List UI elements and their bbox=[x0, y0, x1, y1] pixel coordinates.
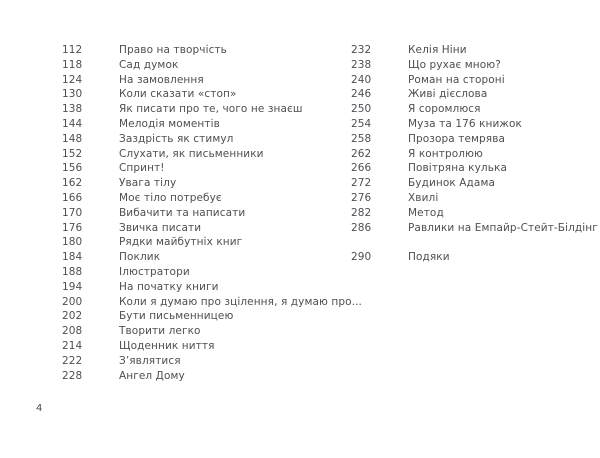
toc-entry bbox=[351, 117, 591, 132]
toc-entry-page-number: 254 bbox=[351, 117, 372, 130]
toc-entry bbox=[62, 324, 322, 339]
toc-entry-title: Заздрість як стимул bbox=[119, 132, 234, 145]
toc-entry-page-number: 238 bbox=[351, 58, 372, 71]
toc-entry-title: Коли я думаю про зцілення, я думаю про... bbox=[119, 295, 362, 308]
toc-entry-title: Що рухає мною? bbox=[408, 58, 501, 71]
toc-entry-page-number: 276 bbox=[351, 191, 372, 204]
toc-entry bbox=[62, 191, 322, 206]
toc-entry-page-number: 180 bbox=[62, 236, 83, 249]
toc-entry-page-number: 144 bbox=[62, 117, 83, 130]
toc-entry-title: Бути письменницею bbox=[119, 310, 234, 323]
toc-entry-title: Ілюстратори bbox=[119, 265, 190, 278]
toc-entry bbox=[351, 206, 591, 221]
toc-group bbox=[351, 43, 598, 235]
toc-entry-page-number: 266 bbox=[351, 162, 372, 175]
toc-entry bbox=[351, 250, 591, 265]
toc-entry bbox=[351, 58, 591, 73]
toc-entry bbox=[62, 235, 322, 250]
toc-entry bbox=[62, 58, 322, 73]
toc-entry-page-number: 124 bbox=[62, 73, 83, 86]
toc-entry-title: Будинок Адама bbox=[408, 177, 496, 190]
toc-entry bbox=[351, 43, 591, 58]
toc-entry bbox=[62, 354, 322, 369]
toc-entry-page-number: 170 bbox=[62, 206, 83, 219]
toc-column-right bbox=[351, 43, 598, 265]
toc-entry-title: Келія Ніни bbox=[408, 44, 467, 56]
toc-entry-title: На початку книги bbox=[119, 280, 219, 293]
toc-entry-page-number: 194 bbox=[62, 280, 83, 293]
toc-entry-page-number: 200 bbox=[62, 295, 83, 308]
toc-entry-title: Живі дієслова bbox=[408, 88, 488, 101]
page-number: 4 bbox=[36, 403, 43, 414]
toc-entry-title: На замовлення bbox=[119, 73, 204, 86]
toc-entry bbox=[62, 309, 322, 324]
toc-entry-page-number: 222 bbox=[62, 354, 83, 367]
toc-entry-title: Слухати, як письменники bbox=[119, 147, 264, 160]
toc-entry bbox=[62, 117, 322, 132]
toc-entry-page-number: 262 bbox=[351, 147, 372, 160]
toc-entry-page-number: 156 bbox=[62, 162, 83, 175]
toc-entry bbox=[62, 339, 322, 354]
toc-entry-title: Роман на стороні bbox=[408, 73, 505, 86]
toc-entry-title: Муза та 176 книжок bbox=[408, 117, 522, 130]
toc-entry bbox=[62, 221, 322, 236]
toc-entry-title: Поклик bbox=[119, 251, 161, 264]
toc-entry-title: Я соромлюся bbox=[408, 103, 481, 116]
toc-entry-page-number: 130 bbox=[62, 88, 83, 101]
toc-entry-title: Творити легко bbox=[119, 325, 201, 338]
toc-entry-page-number: 152 bbox=[62, 147, 83, 160]
toc-entry bbox=[351, 132, 591, 147]
toc-entry-page-number: 118 bbox=[62, 58, 83, 71]
toc-entry bbox=[62, 295, 362, 310]
toc-entry-page-number: 258 bbox=[351, 132, 372, 145]
toc-entry-page-number: 228 bbox=[62, 369, 83, 382]
toc-entry bbox=[62, 102, 322, 117]
toc-entry-page-number: 176 bbox=[62, 221, 83, 234]
toc-entry-page-number: 250 bbox=[351, 103, 372, 116]
toc-entry bbox=[62, 280, 322, 295]
toc-entry-title: Спринт! bbox=[119, 162, 165, 175]
toc-entry-page-number: 184 bbox=[62, 251, 83, 264]
toc-entry-title: Вибачити та написати bbox=[119, 206, 246, 219]
toc-entry-title: Мелодія моментів bbox=[119, 117, 220, 130]
toc-entry-title: Равлики на Емпайр-Стейт-Білдінг bbox=[408, 221, 598, 234]
toc-entry bbox=[351, 176, 591, 191]
toc-entry-page-number: 272 bbox=[351, 177, 372, 190]
toc-entry-title: Подяки bbox=[408, 251, 450, 264]
toc-group bbox=[351, 250, 591, 265]
toc-entry-title: Звичка писати bbox=[119, 221, 202, 234]
toc-entry-title: Право на творчість bbox=[119, 44, 227, 56]
toc-entry bbox=[62, 147, 322, 162]
toc-entry-title: Рядки майбутніх книг bbox=[119, 236, 243, 249]
toc-entry-page-number: 214 bbox=[62, 339, 83, 352]
toc-entry bbox=[62, 250, 322, 265]
toc-entry-page-number: 166 bbox=[62, 191, 83, 204]
toc-entry-title: Як писати про те, чого не знаєш bbox=[119, 103, 303, 116]
toc-entry-title: Моє тіло потребує bbox=[119, 191, 222, 204]
toc-entry-title: Прозора темрява bbox=[408, 132, 506, 145]
toc-entry-page-number: 232 bbox=[351, 44, 372, 56]
toc-entry-page-number: 202 bbox=[62, 310, 83, 323]
toc-entry-title: Ангел Дому bbox=[119, 369, 185, 382]
toc-entry bbox=[351, 221, 598, 236]
toc-entry-title: Метод bbox=[408, 206, 444, 219]
toc-entry-title: Сад думок bbox=[119, 58, 179, 71]
toc-entry-title: Хвилі bbox=[408, 191, 439, 204]
toc-entry bbox=[62, 87, 322, 102]
toc-entry-page-number: 246 bbox=[351, 88, 372, 101]
toc-entry bbox=[351, 147, 591, 162]
toc-entry-page-number: 138 bbox=[62, 103, 83, 116]
toc-entry bbox=[62, 176, 322, 191]
toc-entry-page-number: 148 bbox=[62, 132, 83, 145]
toc-entry-page-number: 162 bbox=[62, 177, 83, 190]
toc-entry bbox=[351, 102, 591, 117]
toc-entry bbox=[351, 73, 591, 88]
toc-entry-page-number: 286 bbox=[351, 221, 372, 234]
toc-entry-title: Я контролюю bbox=[408, 147, 483, 160]
toc-entry-page-number: 112 bbox=[62, 44, 83, 56]
toc-entry bbox=[351, 161, 591, 176]
toc-entry bbox=[62, 132, 322, 147]
toc-entry bbox=[62, 369, 322, 384]
toc-entry bbox=[62, 43, 322, 58]
toc-entry bbox=[351, 191, 591, 206]
toc-entry-title: Щоденник ниття bbox=[119, 339, 215, 352]
toc-entry-page-number: 240 bbox=[351, 73, 372, 86]
toc-entry bbox=[62, 161, 322, 176]
toc-entry bbox=[62, 206, 322, 221]
toc-entry bbox=[62, 265, 322, 280]
toc-entry-page-number: 290 bbox=[351, 251, 372, 264]
toc-entry bbox=[62, 73, 322, 88]
toc-entry-title: Увага тілу bbox=[119, 177, 177, 190]
toc-entry-title: З’являтися bbox=[119, 354, 181, 367]
toc-entry-page-number: 208 bbox=[62, 325, 83, 338]
toc-entry-page-number: 282 bbox=[351, 206, 372, 219]
toc-entry bbox=[351, 87, 591, 102]
toc-entry-page-number: 188 bbox=[62, 265, 83, 278]
toc-entry-title: Коли сказати «стоп» bbox=[119, 88, 237, 101]
toc-entry-title: Повітряна кулька bbox=[408, 162, 507, 175]
